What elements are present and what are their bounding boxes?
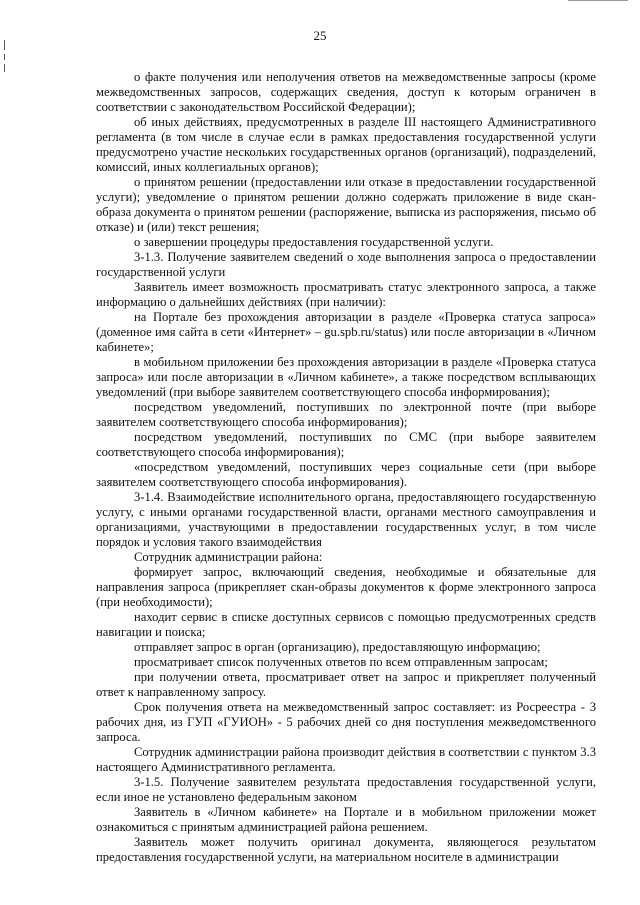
- paragraph: о принятом решении (предоставлении или отказе в предоставлении государственной услуги); уведомление о принятом решении должно содержать приложение в виде скан-образа документа о принятом решении (распоряжение, выписка из распоряжения, письмо об отказе) и (или) текст решения;: [96, 175, 596, 234]
- paragraph: при получении ответа, просматривает ответ на запрос и прикрепляет полученный ответ к направленному запросу.: [96, 670, 596, 699]
- paragraph: «посредством уведомлений, поступивших через социальные сети (при выборе заявителем соответствующего способа информирования).: [96, 460, 596, 489]
- paragraph: просматривает список полученных ответов по всем отправленным запросам;: [134, 655, 548, 669]
- paragraph: об иных действиях, предусмотренных в разделе III настоящего Административного регламента (в том числе в случае если в рамках предоставления государственной услуги предусмотрено участие нескольких государственных органов (организаций), подразделений, комиссий, иных коллегиальных органов);: [96, 115, 596, 174]
- top-edge-rule: [568, 0, 628, 1]
- section-heading-3-1-5: 3-1.5. Получение заявителем результата предоставления государственной услуги, если иное не установлено федеральным законом: [96, 775, 596, 804]
- page-number: 25: [313, 28, 327, 43]
- paragraph: Срок получения ответа на межведомственный запрос составляет: из Росреестра - 3 рабочих дня, из ГУП «ГУИОН» - 5 рабочих дней со дня поступления межведомственного запроса.: [96, 700, 596, 744]
- paragraph: посредством уведомлений, поступивших по электронной почте (при выборе заявителем соответствующего способа информирования);: [96, 400, 596, 429]
- paragraph: находит сервис в списке доступных сервисов с помощью предусмотренных средств навигации и поиска;: [96, 610, 596, 639]
- document-body: [96, 70, 596, 865]
- paragraph: Сотрудник администрации района производит действия в соответствии с пунктом 3.3 настоящего Административного регламента.: [96, 745, 596, 774]
- section-heading-3-1-4: 3-1.4. Взаимодействие исполнительного органа, предоставляющего государственную услугу, с иными органами государственной власти, органами местного самоуправления и организациями, участвующими в предоставлении государственных услуг, в том числе порядок и условия такого взаимодействия: [96, 490, 596, 549]
- paragraph: в мобильном приложении без прохождения авторизации в разделе «Проверка статуса запроса» или после авторизации в «Личном кабинете», а также посредством всплывающих уведомлений (при выборе заявителем соответствующего способа информирования);: [96, 355, 596, 399]
- paragraph: о факте получения или неполучения ответов на межведомственные запросы (кроме межведомственных запросов, содержащих сведения, доступ к которым ограничен в соответствии с законодательством Российской Федерации);: [96, 70, 596, 114]
- paragraph: Заявитель имеет возможность просматривать статус электронного запроса, а также информацию о дальнейших действиях (при наличии):: [96, 280, 596, 309]
- paragraph: на Портале без прохождения авторизации в разделе «Проверка статуса запроса» (доменное имя сайта в сети «Интернет» – gu.spb.ru/status) или после авторизации в «Личном кабинете»;: [96, 310, 596, 354]
- paragraph: Заявитель может получить оригинал документа, являющегося результатом предоставления государственной услуги, на материальном носителе в администрации: [96, 835, 596, 864]
- paragraph: Сотрудник администрации района:: [134, 550, 323, 564]
- paragraph: Заявитель в «Личном кабинете» на Портале и в мобильном приложении может ознакомиться с принятым администрацией района решением.: [96, 805, 596, 834]
- paragraph: посредством уведомлений, поступивших по СМС (при выборе заявителем соответствующего способа информирования);: [96, 430, 596, 459]
- paragraph: о завершении процедуры предоставления государственной услуги.: [134, 235, 494, 249]
- binding-margin-marks: [4, 40, 8, 80]
- paragraph: отправляет запрос в орган (организацию), предоставляющую информацию;: [134, 640, 541, 654]
- paragraph: формирует запрос, включающий сведения, необходимые и обязательные для направления запроса (прикрепляет скан-образы документов к форме электронного запроса (при необходимости);: [96, 565, 596, 609]
- section-heading-3-1-3: 3-1.3. Получение заявителем сведений о ходе выполнения запроса о предоставлении государственной услуги: [96, 250, 596, 279]
